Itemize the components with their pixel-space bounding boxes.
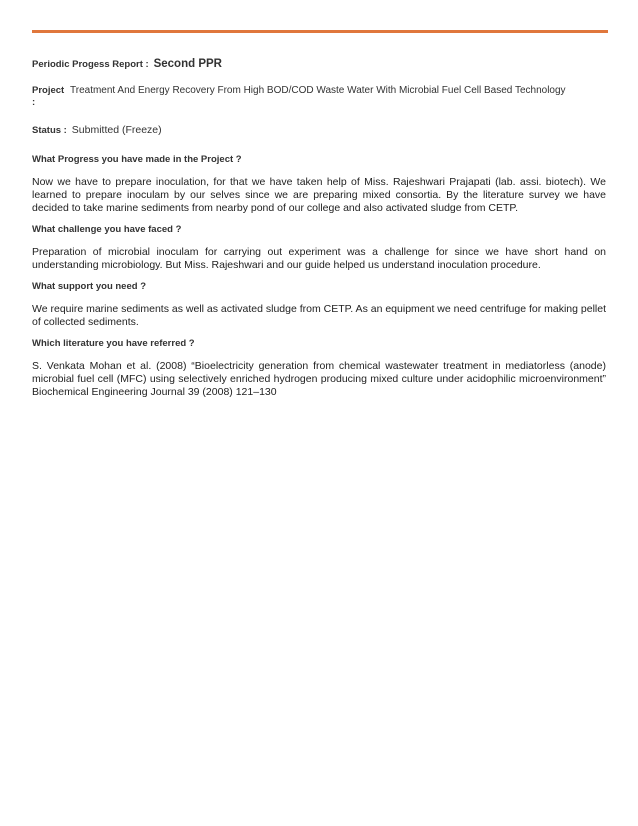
status-value: Submitted (Freeze) xyxy=(71,124,162,136)
section-heading: What challenge you have faced ? xyxy=(32,224,182,235)
section-heading: Which literature you have referred ? xyxy=(32,338,195,349)
section-challenge xyxy=(32,224,606,272)
header-divider xyxy=(32,30,608,33)
section-answer: Now we have to prepare inoculation, for that we have taken help of Miss. Rajeshwari Prajapati (lab. assi. biotech). We learned to prepare inoculam by our selves since we are preparing mixed consortia. By the literature survey we have decided to take marine sediments from nearby pond of our college and also activated sludge from CETP. xyxy=(32,176,606,214)
status-row xyxy=(32,124,606,137)
report-body xyxy=(32,58,606,408)
section-answer: We require marine sediments as well as activated sludge from CETP. As an equipment we need centrifuge for making pellet of collected sediments. xyxy=(32,303,606,328)
project-title: Treatment And Energy Recovery From High BOD/COD Waste Water With Microbial Fuel Cell Based Technology xyxy=(70,85,566,96)
section-heading: What Progress you have made in the Project ? xyxy=(32,154,242,165)
project-label: Project xyxy=(32,85,65,96)
project-label-colon: : xyxy=(32,97,36,108)
section-support xyxy=(32,281,606,329)
project-row xyxy=(32,85,606,109)
section-answer: S. Venkata Mohan et al. (2008) “Bioelectricity generation from chemical wastewater treatment in mediatorless (anode) microbial fuel cell (MFC) using selectively enriched hydrogen producing mixed culture under acidophilic microenvironment” Biochemical Engineering Journal 39 (2008) 121–130 xyxy=(32,360,606,398)
report-type-value: Second PPR xyxy=(153,58,222,70)
report-type-row xyxy=(32,58,606,71)
section-heading: What support you need ? xyxy=(32,281,146,292)
project-label-block xyxy=(32,85,70,109)
section-answer: Preparation of microbial inoculam for carrying out experiment was a challenge for since we have short hand on understanding microbiology. But Miss. Rajeshwari and our guide helped us understand inoculation procedure. xyxy=(32,246,606,271)
section-literature xyxy=(32,338,606,399)
status-label: Status : xyxy=(32,125,67,136)
section-progress xyxy=(32,154,606,215)
report-type-label: Periodic Progess Report : xyxy=(32,59,149,70)
